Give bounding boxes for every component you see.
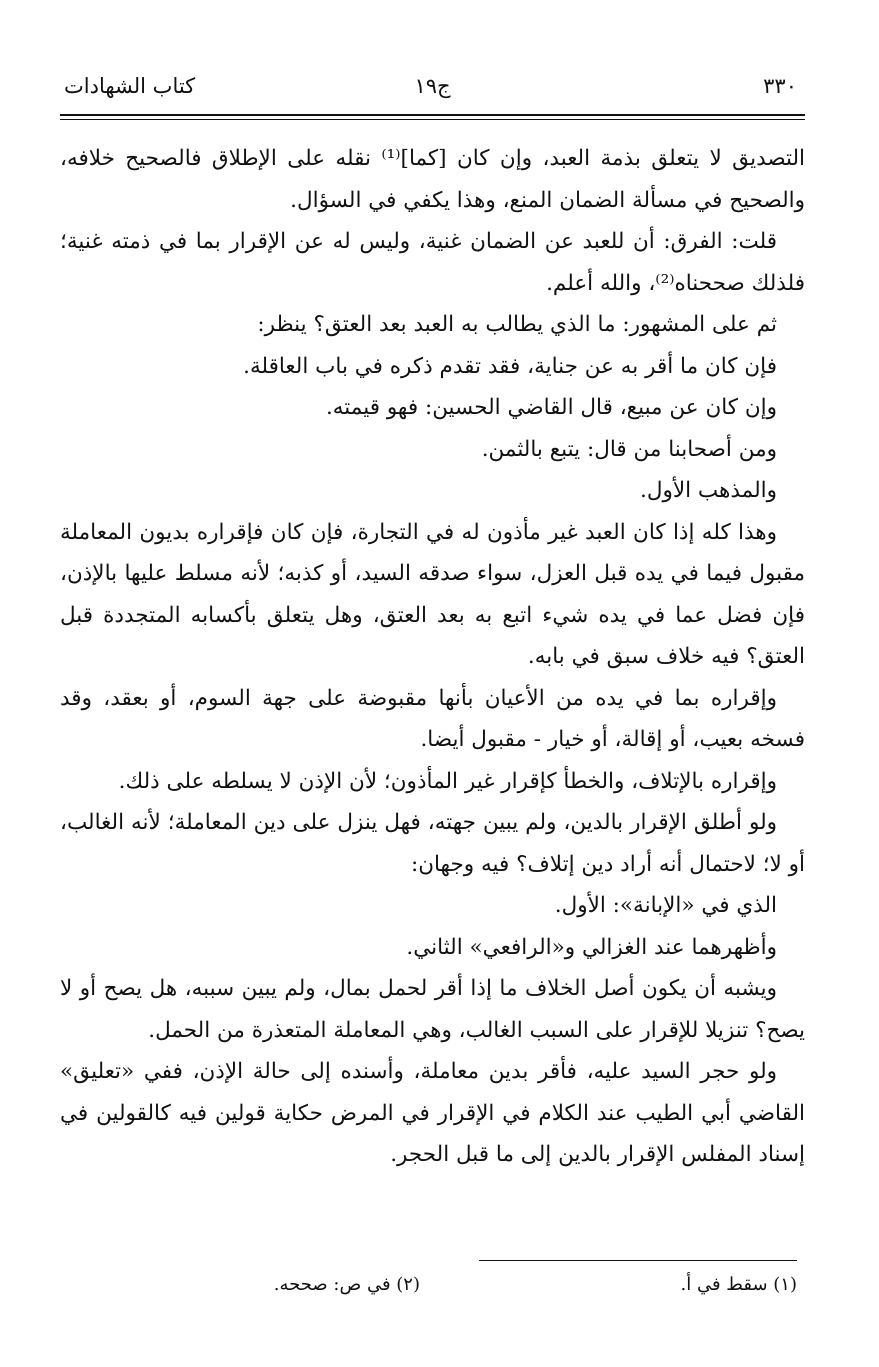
footnote-1: (١) سقط في أ.: [680, 1274, 797, 1295]
paragraph: ولو حجر السيد عليه، فأقر بدين معاملة، وأسنده إلى حالة الإذن، ففي «تعليق» القاضي أبي الطيب عند الكلام في الإقرار في المرض حكاية قولين فيه كالقولين في إسناد المفلس الإقرار بالدين إلى ما قبل الحجر.: [60, 1059, 805, 1167]
running-header: [60, 68, 805, 110]
page: [60, 68, 805, 1176]
paragraph: والمذهب الأول.: [640, 478, 777, 503]
paragraph: فإن كان ما أقر به عن جناية، فقد تقدم ذكره في باب العاقلة.: [243, 353, 777, 379]
footnote-2: (٢) في ص: صححه.: [273, 1274, 420, 1295]
volume-number: ج١٩: [414, 74, 451, 98]
paragraph: ومن أصحابنا من قال: يتبع بالثمن.: [481, 436, 777, 462]
paragraph: وأظهرهما عند الغزالي و«الرافعي» الثاني.: [406, 934, 777, 960]
header-rule-thick: [60, 114, 805, 116]
book-title: كتاب الشهادات: [64, 74, 196, 98]
main-text: [60, 138, 805, 1176]
page-number: ٣٣٠: [763, 74, 797, 98]
footnote-separator: [479, 1260, 797, 1261]
paragraph: وإقراره بما في يده من الأعيان بأنها مقبوضة على جهة السوم، أو بعقد، وقد فسخه بعيب، أو إقالة، أو خيار - مقبول أيضا.: [60, 685, 805, 752]
header-rule-thin: [60, 119, 805, 120]
paragraph: ثم على المشهور: ما الذي يطالب به العبد بعد العتق؟ ينظر:: [257, 312, 777, 337]
paragraph: وهذا كله إذا كان العبد غير مأذون له في التجارة، فإن كان فإقراره بديون المعاملة مقبول فيما في يده قبل العزل، سواء صدقه السيد، أو كذبه؛ لأنه مسلط عليها بالإذن، فإن فضل عما في يده شيء اتبع به بعد العتق، وهل يتعلق بأكسابه المتجددة قبل العتق؟ فيه خلاف سبق في بابه.: [60, 519, 805, 669]
paragraph: التصديق لا يتعلق بذمة العبد، وإن كان [كما]⁽¹⁾ نقله على الإطلاق فالصحيح خلافه، والصحيح في مسألة الضمان المنع، وهذا يكفي في السؤال.: [60, 146, 806, 213]
paragraph: ولو أطلق الإقرار بالدين، ولم يبين جهته، فهل ينزل على دين المعاملة؛ لأنه الغالب، أو لا؛ لاحتمال أنه أراد دين إتلاف؟ فيه وجهان:: [60, 810, 805, 877]
paragraph: وإقراره بالإتلاف، والخطأ كإقرار غير المأذون؛ لأن الإذن لا يسلطه على ذلك.: [118, 768, 777, 794]
paragraph: قلت: الفرق: أن للعبد عن الضمان غنية، وليس له عن الإقرار بما في ذمته غنية؛ فلذلك صححناه⁽²⁾، والله أعلم.: [60, 229, 805, 296]
paragraph: ويشبه أن يكون أصل الخلاف ما إذا أقر لحمل بمال، ولم يبين سببه، هل يصح أو لا يصح؟ تنزيلا للإقرار على السبب الغالب، وهي المعاملة المتعذرة من الحمل.: [60, 976, 805, 1043]
paragraph: وإن كان عن مبيع، قال القاضي الحسين: فهو قيمته.: [325, 395, 777, 420]
paragraph: الذي في «الإبانة»: الأول.: [554, 893, 777, 918]
